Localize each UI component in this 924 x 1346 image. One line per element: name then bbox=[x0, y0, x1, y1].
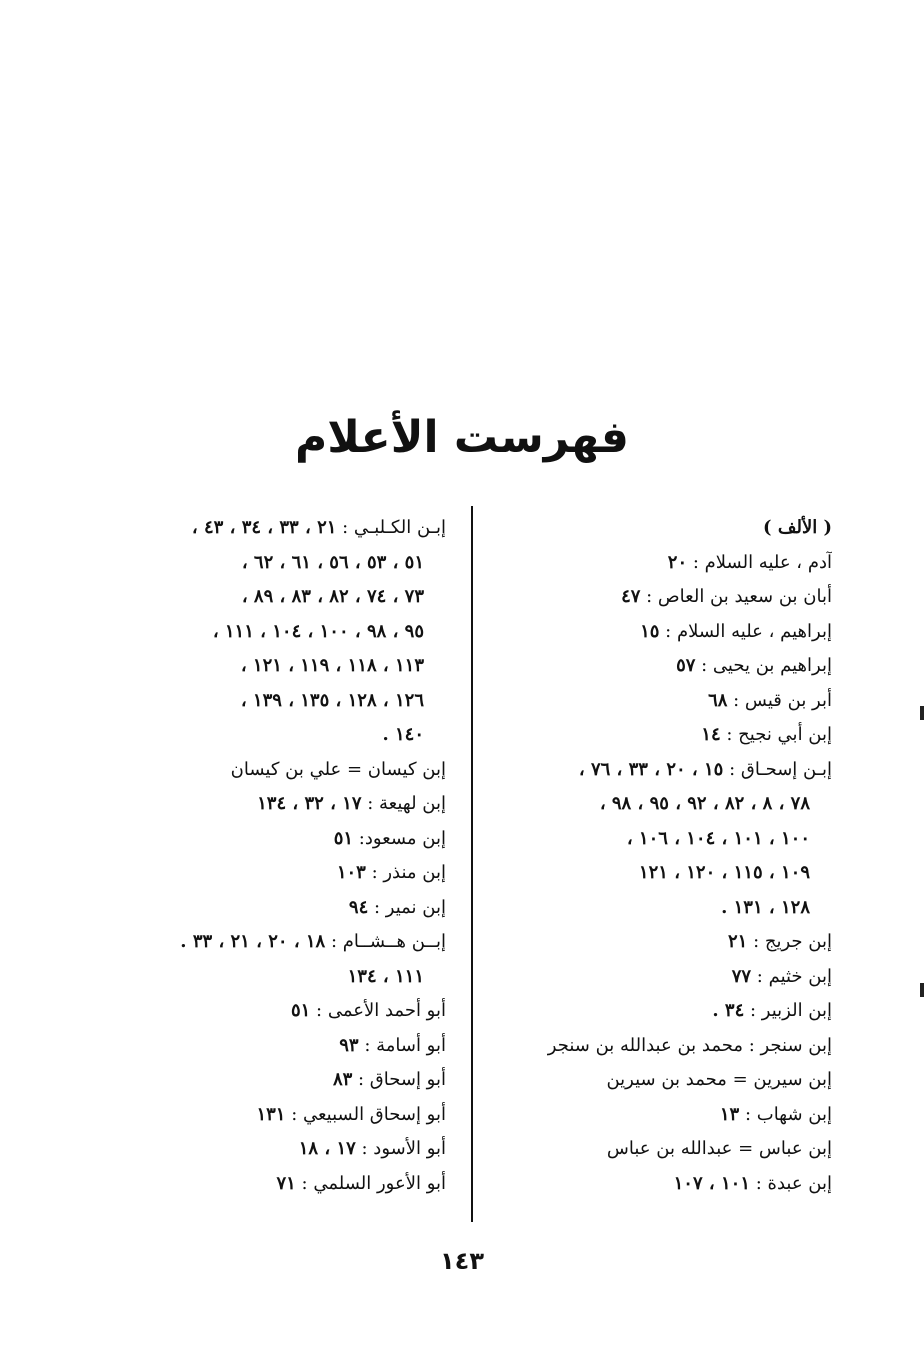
index-entry-continuation bbox=[101, 960, 446, 995]
entry-page-numbers: ١٧ ، ٣٢ ، ١٣٤ bbox=[257, 793, 362, 814]
entry-page-numbers: ٥١ bbox=[333, 827, 354, 849]
entry-name: إبراهيم ، عليه السلام : bbox=[659, 620, 832, 642]
entry-page-numbers: ١١٣ ، ١١٨ ، ١١٩ ، ١٢١ ، bbox=[240, 655, 424, 676]
entry-name: أبو إسحاق السبيعي : bbox=[285, 1103, 446, 1125]
entry-name: إبن لهيعة : bbox=[361, 793, 446, 814]
entry-name: إبن الزبير : bbox=[744, 1000, 832, 1021]
index-entry bbox=[492, 1132, 832, 1167]
entry-name: أبو أحمد الأعمى : bbox=[310, 1000, 446, 1021]
index-entry bbox=[492, 994, 832, 1029]
section-heading: ( الألف ) bbox=[763, 517, 832, 538]
index-entry bbox=[101, 1063, 446, 1098]
index-entry bbox=[101, 925, 446, 960]
entry-page-numbers: ١٧ ، ١٨ bbox=[298, 1138, 356, 1159]
index-entry bbox=[492, 1167, 832, 1202]
entry-name: إبن شهاب : bbox=[739, 1103, 832, 1125]
entry-name: إبـن إسحـاق : bbox=[723, 758, 832, 780]
entry-page-numbers: ٥٧ bbox=[676, 655, 696, 676]
entry-page-numbers: ٧١ bbox=[276, 1172, 296, 1194]
entry-name: إبن سيرين = محمد بن سيرين bbox=[606, 1069, 832, 1090]
index-entry bbox=[101, 822, 446, 857]
entry-name: إبن منذر : bbox=[365, 862, 446, 883]
entry-page-numbers: ١٥ bbox=[640, 620, 660, 642]
entry-name: إبن مسعود: bbox=[353, 827, 446, 849]
index-entry bbox=[101, 511, 446, 546]
entry-page-numbers: ٧٧ bbox=[731, 965, 752, 987]
index-entry bbox=[101, 1098, 446, 1133]
index-entry bbox=[492, 1098, 832, 1133]
index-entry-continuation bbox=[101, 546, 446, 581]
index-entry bbox=[492, 615, 832, 650]
entry-page-numbers: ١٣ bbox=[719, 1103, 740, 1125]
entry-name: إبــن هــشــام : bbox=[325, 931, 446, 952]
entry-name: آدم ، عليه السلام : bbox=[687, 551, 832, 573]
entry-page-numbers: ٩٣ bbox=[339, 1034, 359, 1056]
index-entry-continuation bbox=[101, 649, 446, 684]
index-entry bbox=[492, 925, 832, 960]
index-entry-continuation bbox=[492, 891, 832, 926]
index-entry-continuation bbox=[492, 822, 832, 857]
entry-name: إبن عبدة : bbox=[750, 1172, 832, 1194]
entry-page-numbers: ٥١ ، ٥٣ ، ٥٦ ، ٦١ ، ٦٢ ، bbox=[241, 551, 424, 573]
entry-name: أبو أسامة : bbox=[358, 1034, 446, 1056]
index-entry bbox=[101, 1132, 446, 1167]
entry-page-numbers: ٥١ bbox=[290, 1000, 311, 1021]
index-entry bbox=[492, 960, 832, 995]
entry-name: أبو الأسود : bbox=[355, 1138, 446, 1159]
entry-name: أبو الأعور السلمي : bbox=[295, 1172, 446, 1194]
entry-page-numbers: ٤٧ bbox=[621, 586, 641, 607]
index-entry bbox=[492, 718, 832, 753]
entry-page-numbers: ١٣١ bbox=[256, 1103, 286, 1125]
index-entry bbox=[101, 891, 446, 926]
entry-name: إبن جريج : bbox=[747, 931, 832, 952]
entry-page-numbers: ١٥ ، ٢٠ ، ٣٣ ، ٧٦ ، bbox=[578, 758, 724, 780]
page-title: فهرست الأعلام bbox=[295, 412, 629, 463]
entry-name: إبن نمير : bbox=[368, 896, 446, 918]
entry-page-numbers: ١٨ ، ٢٠ ، ٢١ ، ٣٣ . bbox=[180, 931, 326, 952]
index-entry bbox=[101, 1029, 446, 1064]
index-entry-continuation bbox=[101, 718, 446, 753]
index-column-left bbox=[101, 511, 446, 1201]
entry-name: إبن سنجر : محمد بن عبدالله بن سنجر bbox=[547, 1034, 832, 1056]
entry-page-numbers: ٢١ ، ٣٣ ، ٣٤ ، ٤٣ ، bbox=[191, 517, 337, 538]
entry-name: إبـن الكـلبـي : bbox=[336, 517, 446, 538]
index-entry bbox=[101, 787, 446, 822]
entry-page-numbers: ٩٤ bbox=[348, 896, 369, 918]
entry-page-numbers: ١٤ bbox=[701, 724, 721, 745]
index-entry bbox=[492, 580, 832, 615]
index-column-right bbox=[492, 511, 832, 1201]
index-entry-continuation bbox=[101, 615, 446, 650]
index-entry bbox=[492, 1063, 832, 1098]
index-entry-continuation bbox=[492, 787, 832, 822]
entry-page-numbers: ١٢٨ ، ١٣١ . bbox=[721, 896, 810, 918]
entry-page-numbers: ٧٣ ، ٧٤ ، ٨٢ ، ٨٣ ، ٨٩ ، bbox=[241, 586, 424, 607]
entry-name: أبر بن قيس : bbox=[727, 689, 832, 711]
entry-page-numbers: ١٤٠ . bbox=[382, 724, 424, 745]
entry-page-numbers: ٢١ bbox=[728, 931, 748, 952]
index-entry bbox=[492, 753, 832, 788]
entry-name: أبو إسحاق : bbox=[352, 1069, 446, 1090]
entry-name: أبان بن سعيد بن العاص : bbox=[640, 586, 832, 607]
column-divider bbox=[471, 506, 473, 1222]
entry-page-numbers: ١٠٣ bbox=[336, 862, 366, 883]
entry-name: إبن خثيم : bbox=[751, 965, 832, 987]
scan-edge-mark bbox=[920, 983, 924, 997]
entry-page-numbers: ١٠٠ ، ١٠١ ، ١٠٤ ، ١٠٦ ، bbox=[626, 827, 810, 849]
index-entry bbox=[101, 994, 446, 1029]
entry-name: إبن كيسان = علي بن كيسان bbox=[230, 758, 446, 780]
entry-page-numbers: ٩٥ ، ٩٨ ، ١٠٠ ، ١٠٤ ، ١١١ ، bbox=[212, 620, 424, 642]
index-entry-continuation bbox=[101, 580, 446, 615]
entry-page-numbers: ١٠١ ، ١٠٧ bbox=[673, 1172, 750, 1194]
entry-name: إبن عباس = عبدالله بن عباس bbox=[606, 1138, 832, 1159]
index-entry-continuation bbox=[101, 684, 446, 719]
page-number: ١٤٣ bbox=[440, 1247, 484, 1275]
index-entry bbox=[101, 1167, 446, 1202]
index-entry bbox=[492, 684, 832, 719]
index-entry-continuation bbox=[492, 856, 832, 891]
index-entry bbox=[492, 546, 832, 581]
scan-edge-mark bbox=[920, 706, 924, 720]
entry-name: إبن أبي نجيح : bbox=[720, 724, 832, 745]
entry-page-numbers: ٧٨ ، ٨ ، ٨٢ ، ٩٢ ، ٩٥ ، ٩٨ ، bbox=[599, 793, 810, 814]
index-entry bbox=[492, 649, 832, 684]
entry-page-numbers: ١٠٩ ، ١١٥ ، ١٢٠ ، ١٢١ bbox=[638, 862, 810, 883]
index-entry bbox=[101, 856, 446, 891]
entry-name: إبراهيم بن يحيى : bbox=[695, 655, 832, 676]
entry-page-numbers: ٨٣ bbox=[332, 1069, 353, 1090]
index-entry bbox=[101, 753, 446, 788]
index-entry bbox=[492, 1029, 832, 1064]
entry-page-numbers: ٦٨ bbox=[708, 689, 728, 711]
entry-page-numbers: ٣٤ . bbox=[712, 1000, 745, 1021]
entry-page-numbers: ١٢٦ ، ١٢٨ ، ١٣٥ ، ١٣٩ ، bbox=[240, 689, 424, 711]
entry-page-numbers: ١١١ ، ١٣٤ bbox=[347, 965, 424, 987]
entry-page-numbers: ٢٠ bbox=[667, 551, 688, 573]
